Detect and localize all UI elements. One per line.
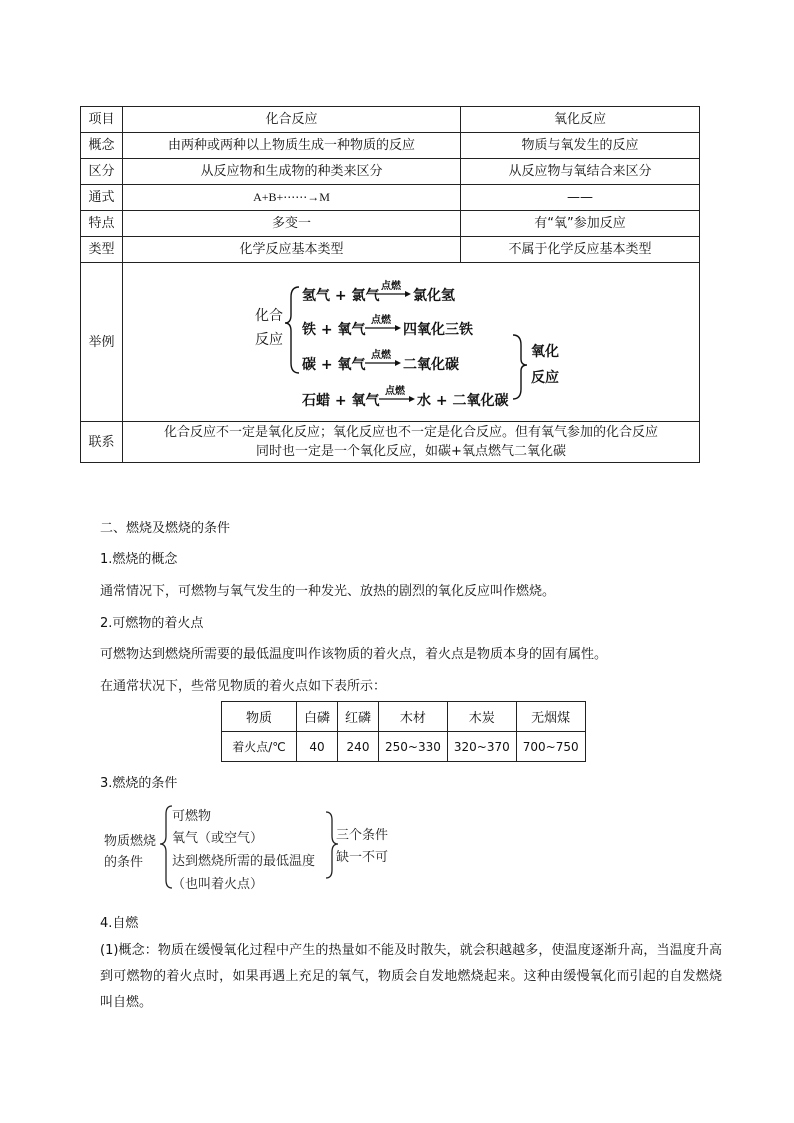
reaction-4-product: 水 + 二氧化碳: [417, 393, 509, 409]
condition-item: （也叫着火点）: [172, 877, 264, 892]
row-label: 概念: [81, 133, 123, 159]
reaction-diagram: [255, 277, 585, 417]
reaction-3-condition: 点燃: [371, 350, 391, 361]
ignition-value-cell: 700~750: [516, 732, 585, 762]
ignition-header-cell: 木炭: [447, 702, 516, 732]
combination-label-line1: 化合: [255, 308, 283, 324]
ignition-point-table: [221, 701, 586, 762]
subsection-2-title: 2.可燃物的着火点: [100, 616, 204, 631]
table-row: [81, 211, 700, 237]
relation-text-line2: 同时也一定是一个氧化反应，如碳+氧点燃气二氧化碳: [256, 444, 566, 459]
row-cell: 物质与氧发生的反应: [461, 133, 700, 159]
conditions-right-brace: [326, 812, 338, 878]
row-label: 特点: [81, 211, 123, 237]
header-oxidation-reaction: 氧化反应: [461, 107, 700, 133]
ignition-value-cell: 240: [338, 732, 379, 762]
relation-row: [81, 422, 700, 463]
header-combination-reaction: 化合反应: [123, 107, 461, 133]
subsection-2-table-intro: 在通常状况下，些常见物质的着火点如下表所示：: [100, 679, 387, 694]
ignition-header-cell: 无烟煤: [516, 702, 585, 732]
reaction-2-product: 四氧化三铁: [403, 322, 473, 338]
reaction-3-product: 二氧化碳: [403, 357, 459, 373]
ignition-value-cell: 40: [297, 732, 338, 762]
reaction-2-condition: 点燃: [371, 315, 391, 326]
table-row: [81, 237, 700, 263]
header-item: 项目: [81, 107, 123, 133]
row-cell: 从反应物与氧结合来区分: [461, 159, 700, 185]
reaction-4-reactants: 石蜡 + 氧气: [302, 393, 380, 409]
row-cell: ——: [461, 185, 700, 211]
row-label: 类型: [81, 237, 123, 263]
conditions-label-line2: 的条件: [104, 855, 144, 870]
reaction-4-condition: 点燃: [385, 386, 405, 397]
subsection-3-title: 3.燃烧的条件: [100, 776, 178, 791]
row-label: 通式: [81, 185, 123, 211]
general-formula: A+B+⋯⋯→M: [123, 185, 461, 211]
relation-label: 联系: [81, 422, 123, 463]
ignition-value-cell: 250~330: [379, 732, 448, 762]
section-title: 二、燃烧及燃烧的条件: [100, 521, 231, 536]
reaction-3-reactants: 碳 + 氧气: [302, 357, 366, 373]
ignition-header-cell: 木材: [379, 702, 448, 732]
ignition-header-cell: 物质: [222, 702, 297, 732]
ignition-header-row: [222, 702, 586, 732]
oxidation-label-line1: 氧化: [531, 344, 559, 360]
combination-label-line2: 反应: [255, 332, 283, 348]
row-label: 区分: [81, 159, 123, 185]
ignition-value-cell: 320~370: [447, 732, 516, 762]
table-row: [81, 159, 700, 185]
subsection-4-text: (1)概念：物质在缓慢氧化过程中产生的热量如不能及时散失，就会积越越多，使温度逐渐升高，当温度升高到可燃物的着火点时，如果再遇上充足的氧气，物质会自发地燃烧起来。这种由缓慢氧化而引起的自发燃烧叫自燃。: [100, 943, 722, 1010]
subsection-2-text: 可燃物达到燃烧所需要的最低温度叫作该物质的着火点，着火点是物质本身的固有属性。: [100, 647, 608, 662]
subsection-1-title: 1.燃烧的概念: [100, 552, 178, 567]
condition-item: 氧气（或空气）: [172, 831, 264, 846]
conditions-label-line1: 物质燃烧: [104, 834, 157, 849]
row-cell: 多变一: [123, 211, 461, 237]
conditions-note-line1: 三个条件: [336, 828, 389, 843]
reaction-1-product: 氯化氢: [413, 288, 455, 304]
subsection-1-text: 通常情况下，可燃物与氧气发生的一种发光、放热的剧烈的氧化反应叫作燃烧。: [100, 584, 556, 599]
row-cell: 不属于化学反应基本类型: [461, 237, 700, 263]
ignition-value-cell: 着火点/℃: [222, 732, 297, 762]
reaction-2-reactants: 铁 + 氧气: [302, 322, 366, 338]
oxidation-label-line2: 反应: [531, 370, 559, 386]
conditions-left-brace: [160, 806, 172, 888]
ignition-value-row: [222, 732, 586, 762]
ignition-header-cell: 白磷: [297, 702, 338, 732]
reaction-1-reactants: 氢气 + 氯气: [302, 288, 380, 304]
right-brace: [513, 335, 527, 399]
subsection-4-title: 4.自燃: [100, 916, 139, 931]
relation-text-line1: 化合反应不一定是氧化反应；氧化反应也不一定是化合反应。但有氧气参加的化合反应: [163, 425, 658, 440]
row-cell: 有“氧”参加反应: [461, 211, 700, 237]
left-brace: [285, 287, 299, 373]
condition-item: 达到燃烧所需的最低温度: [172, 854, 316, 869]
row-cell: 化学反应基本类型: [123, 237, 461, 263]
combustion-conditions-diagram: [100, 800, 400, 900]
table-row: [81, 133, 700, 159]
row-cell: 从反应物和生成物的种类来区分: [123, 159, 461, 185]
row-cell: 由两种或两种以上物质生成一种物质的反应: [123, 133, 461, 159]
example-label: 举例: [81, 263, 123, 422]
reaction-1-condition: 点燃: [381, 281, 401, 292]
conditions-note-line2: 缺一不可: [336, 850, 389, 865]
relation-cell: [123, 422, 700, 463]
condition-item: 可燃物: [172, 809, 212, 824]
ignition-header-cell: 红磷: [338, 702, 379, 732]
table-header-row: [81, 107, 700, 133]
table-row: [81, 185, 700, 211]
